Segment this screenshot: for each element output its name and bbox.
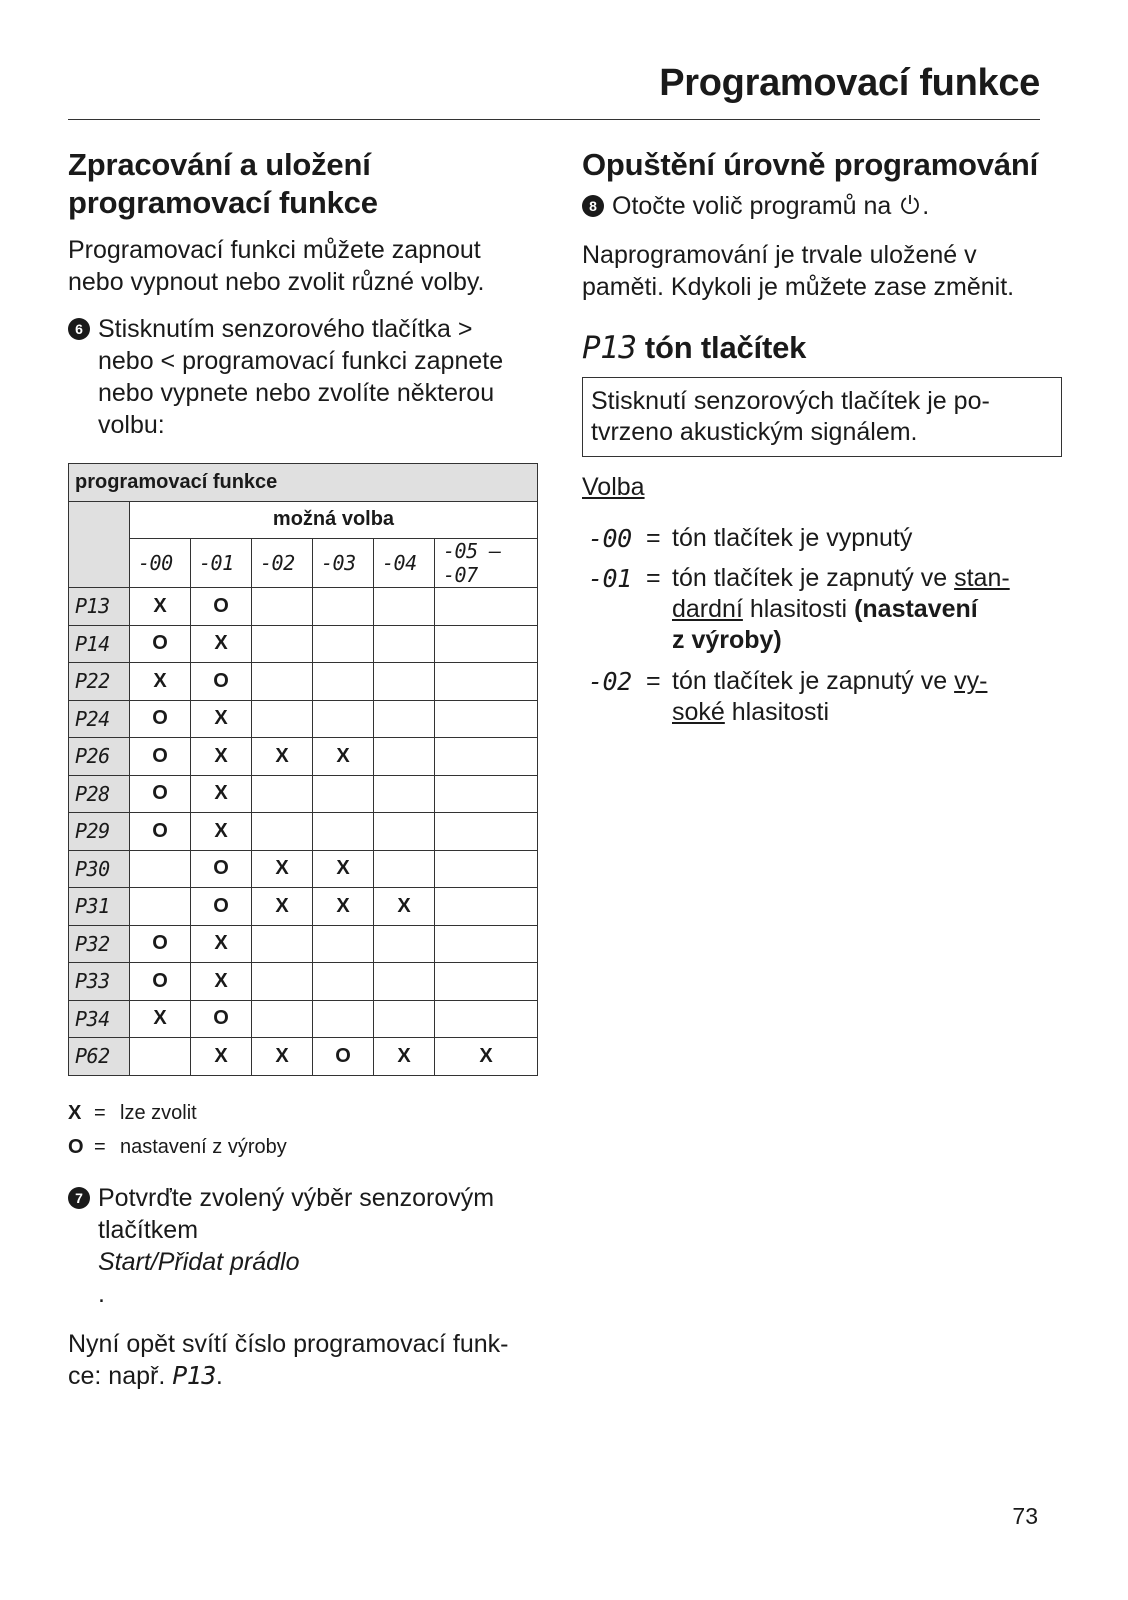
table-row <box>69 625 538 663</box>
option-mark-cell <box>252 588 313 626</box>
step-7-line-2 <box>98 1214 548 1310</box>
option-01-bold-2: z výroby) <box>672 626 782 654</box>
function-code-cell: P13 <box>69 588 130 626</box>
option-mark-cell <box>374 963 435 1001</box>
option-mark-cell <box>435 625 538 663</box>
table-corner-cell <box>69 501 130 588</box>
option-column-header: -00 <box>130 539 191 588</box>
option-01-ul-2: dardní <box>672 595 743 623</box>
function-code-cell: P22 <box>69 663 130 701</box>
option-mark-cell <box>435 700 538 738</box>
volba-label <box>582 471 1062 503</box>
volba-label-text: Volba <box>582 473 645 501</box>
option-mark-cell <box>252 963 313 1001</box>
option-mark-cell: X <box>252 1038 313 1076</box>
option-mark-cell: X <box>130 1000 191 1038</box>
info-box-line-2: tvrzeno akustickým signálem. <box>591 418 918 446</box>
option-mark-cell: X <box>191 738 252 776</box>
step-8-text: Otočte volič programů na <box>612 192 892 220</box>
table-row <box>69 1000 538 1038</box>
option-00 <box>582 523 1062 554</box>
outro-paragraph <box>68 1328 548 1392</box>
table-row <box>69 663 538 701</box>
table-row <box>69 1038 538 1076</box>
option-02 <box>582 666 1062 728</box>
step-number-badge: 6 <box>68 318 90 340</box>
option-mark-cell: X <box>252 738 313 776</box>
legend-x <box>68 1096 548 1130</box>
option-eq: = <box>646 524 661 552</box>
option-mark-cell <box>435 888 538 926</box>
function-code-cell: P34 <box>69 1000 130 1038</box>
option-mark-cell: X <box>191 813 252 851</box>
step-7 <box>68 1182 548 1310</box>
option-mark-cell: X <box>191 625 252 663</box>
option-mark-cell: X <box>191 1038 252 1076</box>
option-mark-cell <box>374 925 435 963</box>
intro-paragraph <box>68 234 548 298</box>
step-6-line-2: nebo < programovací funkci zapnete <box>98 347 504 375</box>
intro-line-1: Programovací funkci můžete zapnout <box>68 236 481 264</box>
option-mark-cell: O <box>191 663 252 701</box>
table-row <box>69 588 538 626</box>
option-eq: = <box>646 564 661 592</box>
option-mark-cell <box>252 663 313 701</box>
option-mark-cell: O <box>130 625 191 663</box>
option-mark-cell: O <box>130 925 191 963</box>
option-mark-cell <box>313 775 374 813</box>
step-number-badge: 7 <box>68 1187 90 1209</box>
option-mark-cell <box>252 925 313 963</box>
option-mark-cell <box>130 1038 191 1076</box>
option-02-suffix: hlasitosti <box>724 698 830 726</box>
option-desc: tón tlačítek je vypnutý <box>672 524 913 552</box>
step-6-line-4: volbu: <box>98 411 165 439</box>
option-mark-cell <box>435 963 538 1001</box>
option-mark-cell: O <box>313 1038 374 1076</box>
option-mark-cell: X <box>252 888 313 926</box>
option-mark-cell <box>313 700 374 738</box>
option-mark-cell <box>313 625 374 663</box>
option-02-ul-1: vy- <box>954 667 988 695</box>
option-mark-cell <box>374 700 435 738</box>
start-add-laundry-button-name: Start/Přidat prádlo <box>98 1247 300 1276</box>
option-01-bold-1: (nastavení <box>854 595 978 623</box>
programming-functions-table <box>68 463 538 1076</box>
saved-line-1: Naprogramování je trvale uložené v <box>582 241 977 269</box>
option-mark-cell <box>435 738 538 776</box>
legend-x-text: lze zvolit <box>120 1101 197 1124</box>
option-mark-cell: X <box>191 963 252 1001</box>
option-mark-cell <box>374 625 435 663</box>
option-mark-cell: X <box>252 850 313 888</box>
option-mark-cell: X <box>191 775 252 813</box>
saved-paragraph <box>582 239 1062 303</box>
step-7-suffix: . <box>98 1279 105 1308</box>
option-01-prefix: tón tlačítek je zapnutý ve <box>672 564 955 592</box>
option-mark-cell <box>252 700 313 738</box>
option-mark-cell <box>435 813 538 851</box>
option-mark-cell: O <box>130 813 191 851</box>
option-mark-cell <box>374 738 435 776</box>
option-mark-cell <box>252 1000 313 1038</box>
option-02-prefix: tón tlačítek je zapnutý ve <box>672 667 955 695</box>
option-mark-cell: O <box>191 1000 252 1038</box>
option-mark-cell <box>313 588 374 626</box>
option-mark-cell: O <box>130 963 191 1001</box>
step-7-line-1: Potvrďte zvolený výběr senzorovým <box>98 1183 495 1212</box>
function-code-cell: P33 <box>69 963 130 1001</box>
header-divider <box>68 119 1040 120</box>
option-mark-cell <box>313 925 374 963</box>
page-number: 73 <box>1012 1503 1038 1529</box>
option-01-ul-1: stan- <box>954 564 1010 592</box>
option-mark-cell <box>252 775 313 813</box>
step-6-line-1: Stisknutím senzorového tlačítka > <box>98 315 473 343</box>
outro-suffix: . <box>215 1361 223 1390</box>
option-column-header: -01 <box>191 539 252 588</box>
heading-line-1: Zpracování a uložení <box>68 147 371 182</box>
table-subtitle: možná volba <box>130 501 538 539</box>
function-code-cell: P31 <box>69 888 130 926</box>
option-mark-cell: X <box>374 888 435 926</box>
table-title: programovací funkce <box>69 464 538 502</box>
function-code-cell: P26 <box>69 738 130 776</box>
option-mark-cell <box>252 625 313 663</box>
outro-line-1: Nyní opět svítí číslo programovací funk- <box>68 1329 509 1358</box>
option-mark-cell: O <box>191 888 252 926</box>
table-row <box>69 888 538 926</box>
table-row <box>69 963 538 1001</box>
function-code-cell: P28 <box>69 775 130 813</box>
step-8-suffix: . <box>922 192 930 220</box>
right-column <box>582 146 1062 728</box>
option-mark-cell: X <box>130 663 191 701</box>
info-box-line-1: Stisknutí senzorových tlačítek je po- <box>591 387 990 415</box>
option-code: -02 <box>588 667 632 696</box>
function-code-cell: P14 <box>69 625 130 663</box>
option-mark-cell <box>313 663 374 701</box>
option-mark-cell <box>435 663 538 701</box>
option-mark-cell <box>374 775 435 813</box>
option-mark-cell: O <box>191 850 252 888</box>
option-mark-cell: X <box>313 888 374 926</box>
option-code: -00 <box>588 524 632 553</box>
section-heading-exit: Opuštění úrovně programování <box>582 147 1039 182</box>
option-01-mid: hlasitosti <box>742 595 855 623</box>
option-mark-cell <box>374 850 435 888</box>
step-6-line-3: nebo vypnete nebo zvolíte některou <box>98 379 495 407</box>
option-mark-cell: X <box>374 1038 435 1076</box>
option-mark-cell: X <box>130 588 191 626</box>
page-header-title: Programovací funkce <box>659 62 1040 104</box>
p13-title: tón tlačítek <box>636 330 807 365</box>
table-row <box>69 775 538 813</box>
power-icon <box>898 193 922 225</box>
table-row <box>69 738 538 776</box>
option-mark-cell <box>435 1000 538 1038</box>
option-mark-cell <box>374 813 435 851</box>
option-mark-cell <box>435 775 538 813</box>
option-mark-cell: O <box>130 775 191 813</box>
outro-code: P13 <box>172 1360 216 1390</box>
option-mark-cell <box>313 963 374 1001</box>
option-desc <box>672 563 1062 656</box>
legend-o-symbol: O <box>68 1135 84 1158</box>
option-mark-cell <box>130 850 191 888</box>
option-mark-cell <box>374 663 435 701</box>
option-02-ul-2: soké <box>672 698 725 726</box>
section-heading-processing <box>68 146 548 222</box>
option-mark-cell <box>435 588 538 626</box>
option-mark-cell <box>374 588 435 626</box>
option-mark-cell: X <box>313 850 374 888</box>
p13-code: P13 <box>582 330 637 366</box>
function-code-cell: P32 <box>69 925 130 963</box>
option-01 <box>582 563 1062 656</box>
saved-line-2: paměti. Kdykoli je můžete zase změnit. <box>582 273 1015 301</box>
option-mark-cell: O <box>191 588 252 626</box>
legend-o <box>68 1130 548 1164</box>
option-mark-cell <box>313 1000 374 1038</box>
table-row <box>69 925 538 963</box>
outro-prefix: ce: např. <box>68 1361 173 1390</box>
legend-o-eq: = <box>94 1135 106 1158</box>
intro-line-2: nebo vypnout nebo zvolit různé volby. <box>68 268 485 296</box>
function-code-cell: P30 <box>69 850 130 888</box>
table-row <box>69 813 538 851</box>
table-row <box>69 850 538 888</box>
legend-x-symbol: X <box>68 1101 82 1124</box>
legend-x-eq: = <box>94 1101 106 1124</box>
option-mark-cell <box>374 1000 435 1038</box>
option-mark-cell: X <box>435 1038 538 1076</box>
option-mark-cell <box>435 925 538 963</box>
option-eq: = <box>646 667 661 695</box>
function-code-cell: P29 <box>69 813 130 851</box>
option-column-header: -02 <box>252 539 313 588</box>
option-code: -01 <box>588 564 632 593</box>
info-box <box>582 377 1062 457</box>
option-mark-cell: O <box>130 738 191 776</box>
option-mark-cell: O <box>130 700 191 738</box>
function-code-cell: P24 <box>69 700 130 738</box>
step-8 <box>582 190 1062 225</box>
table-row <box>69 700 538 738</box>
table-legend <box>68 1096 548 1164</box>
left-column <box>68 146 548 1392</box>
step-number-badge: 8 <box>582 195 604 217</box>
option-column-header: -03 <box>313 539 374 588</box>
legend-o-text: nastavení z výroby <box>120 1135 287 1158</box>
option-mark-cell <box>435 850 538 888</box>
option-desc <box>672 666 1062 728</box>
option-mark-cell: X <box>191 925 252 963</box>
p13-heading <box>582 329 1062 367</box>
option-mark-cell: X <box>313 738 374 776</box>
option-mark-cell: X <box>191 700 252 738</box>
option-column-header: -04 <box>374 539 435 588</box>
option-mark-cell <box>313 813 374 851</box>
option-mark-cell <box>252 813 313 851</box>
function-code-cell: P62 <box>69 1038 130 1076</box>
options-list <box>582 523 1062 728</box>
heading-line-2: programovací funkce <box>68 185 378 220</box>
option-column-header: -05 – -07 <box>435 539 538 588</box>
step-7-prefix: tlačítkem <box>98 1215 199 1244</box>
option-mark-cell <box>130 888 191 926</box>
step-6 <box>68 313 548 441</box>
